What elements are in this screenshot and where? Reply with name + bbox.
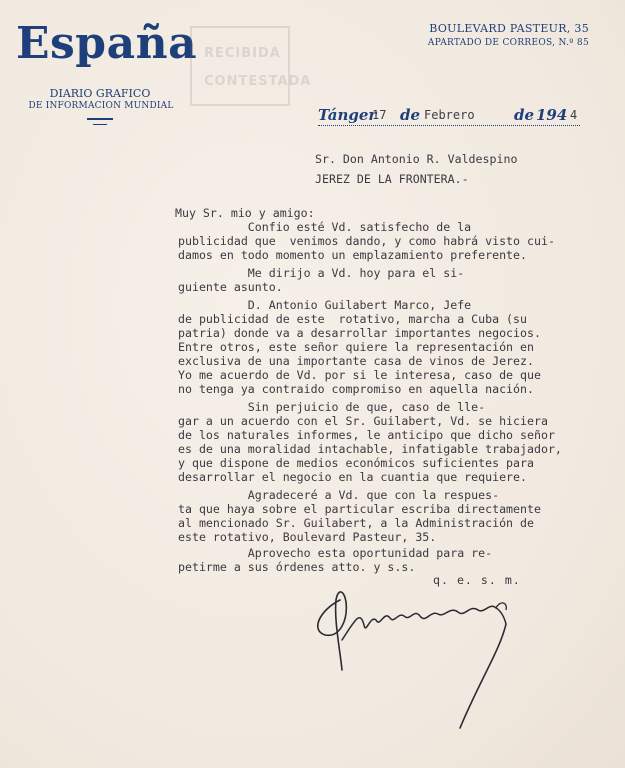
letterhead-rule — [87, 118, 113, 120]
letterhead-address: BOULEVARD PASTEUR, 35 — [429, 22, 589, 35]
body-line: Agradeceré a Vd. que con la respues- — [178, 488, 500, 502]
body-line: exclusiva de una importante casa de vinos de Jerez. — [178, 354, 534, 368]
letterhead-po-box: APARTADO DE CORREOS, N.º 85 — [427, 38, 589, 48]
date-year: 194 — [536, 106, 568, 124]
body-line: de los naturales informes, le anticipo que dicho señor — [178, 428, 555, 442]
stamp-text-received: RECIBIDA — [204, 46, 281, 61]
body-line: publicidad que venimos dando, y como habrá visto cui- — [178, 234, 555, 248]
salutation: Muy Sr. mio y amigo: — [175, 206, 315, 220]
date-line — [318, 108, 578, 126]
body-line: Me dirijo a Vd. hoy para el si- — [178, 266, 465, 280]
body-line: y que dispone de medios económicos suficientes para — [178, 456, 534, 470]
faded-stamp — [190, 26, 312, 106]
body-line: de publicidad de este rotativo, marcha a Cuba (su — [178, 312, 528, 326]
date-year-digit: 4 — [570, 108, 578, 122]
body-line: es de una moralidad intachable, infatigable trabajador, — [178, 442, 562, 456]
date-dotted-rule — [318, 125, 580, 126]
letterhead-tagline: DE INFORMACION MUNDIAL — [28, 101, 174, 111]
body-line: no tenga ya contraido compromiso en aquella nación. — [178, 382, 534, 396]
date-de: de — [400, 106, 421, 124]
recipient-city: JEREZ DE LA FRONTERA.- — [315, 172, 469, 186]
body-line: guiente asunto. — [178, 280, 283, 294]
letterhead-rule-small — [93, 124, 107, 125]
handwritten-signature — [300, 580, 540, 740]
body-line: este rotativo, Boulevard Pasteur, 35. — [178, 530, 437, 544]
date-month: Febrero — [424, 108, 475, 122]
newspaper-logo: España — [16, 18, 198, 69]
body-line: patria) donde va a desarrollar importantes negocios. — [178, 326, 541, 340]
date-place: Tánger — [318, 106, 377, 124]
body-line: Aprovecho esta oportunidad para re- — [178, 546, 493, 560]
body-line: damos en todo momento un emplazamiento preferente. — [178, 248, 528, 262]
body-line: petirme a sus órdenes atto. y s.s. — [178, 560, 416, 574]
body-line: ta que haya sobre el particular escriba directamente — [178, 502, 541, 516]
date-de-2: de — [514, 106, 535, 124]
body-line: Entre otros, este señor quiere la representación en — [178, 340, 534, 354]
letterhead-subtitle: DIARIO GRAFICO — [49, 87, 151, 100]
body-line: Sin perjuicio de que, caso de lle- — [178, 400, 486, 414]
closing-formula: q. e. s. m. — [433, 573, 521, 587]
recipient-name: Sr. Don Antonio R. Valdespino — [315, 152, 518, 166]
body-line: Yo me acuerdo de Vd. por si le interesa, caso de que — [178, 368, 541, 382]
date-day: 17 — [372, 108, 387, 122]
body-line: D. Antonio Guilabert Marco, Jefe — [178, 298, 472, 312]
body-line: desarrollar el negocio en la cuantia que requiere. — [178, 470, 528, 484]
body-line: gar a un acuerdo con el Sr. Guilabert, Vd. se hiciera — [178, 414, 548, 428]
body-line: Confio esté Vd. satisfecho de la — [178, 220, 472, 234]
stamp-text-answered: CONTESTADA — [204, 74, 312, 89]
body-line: al mencionado Sr. Guilabert, a la Administración de — [178, 516, 534, 530]
